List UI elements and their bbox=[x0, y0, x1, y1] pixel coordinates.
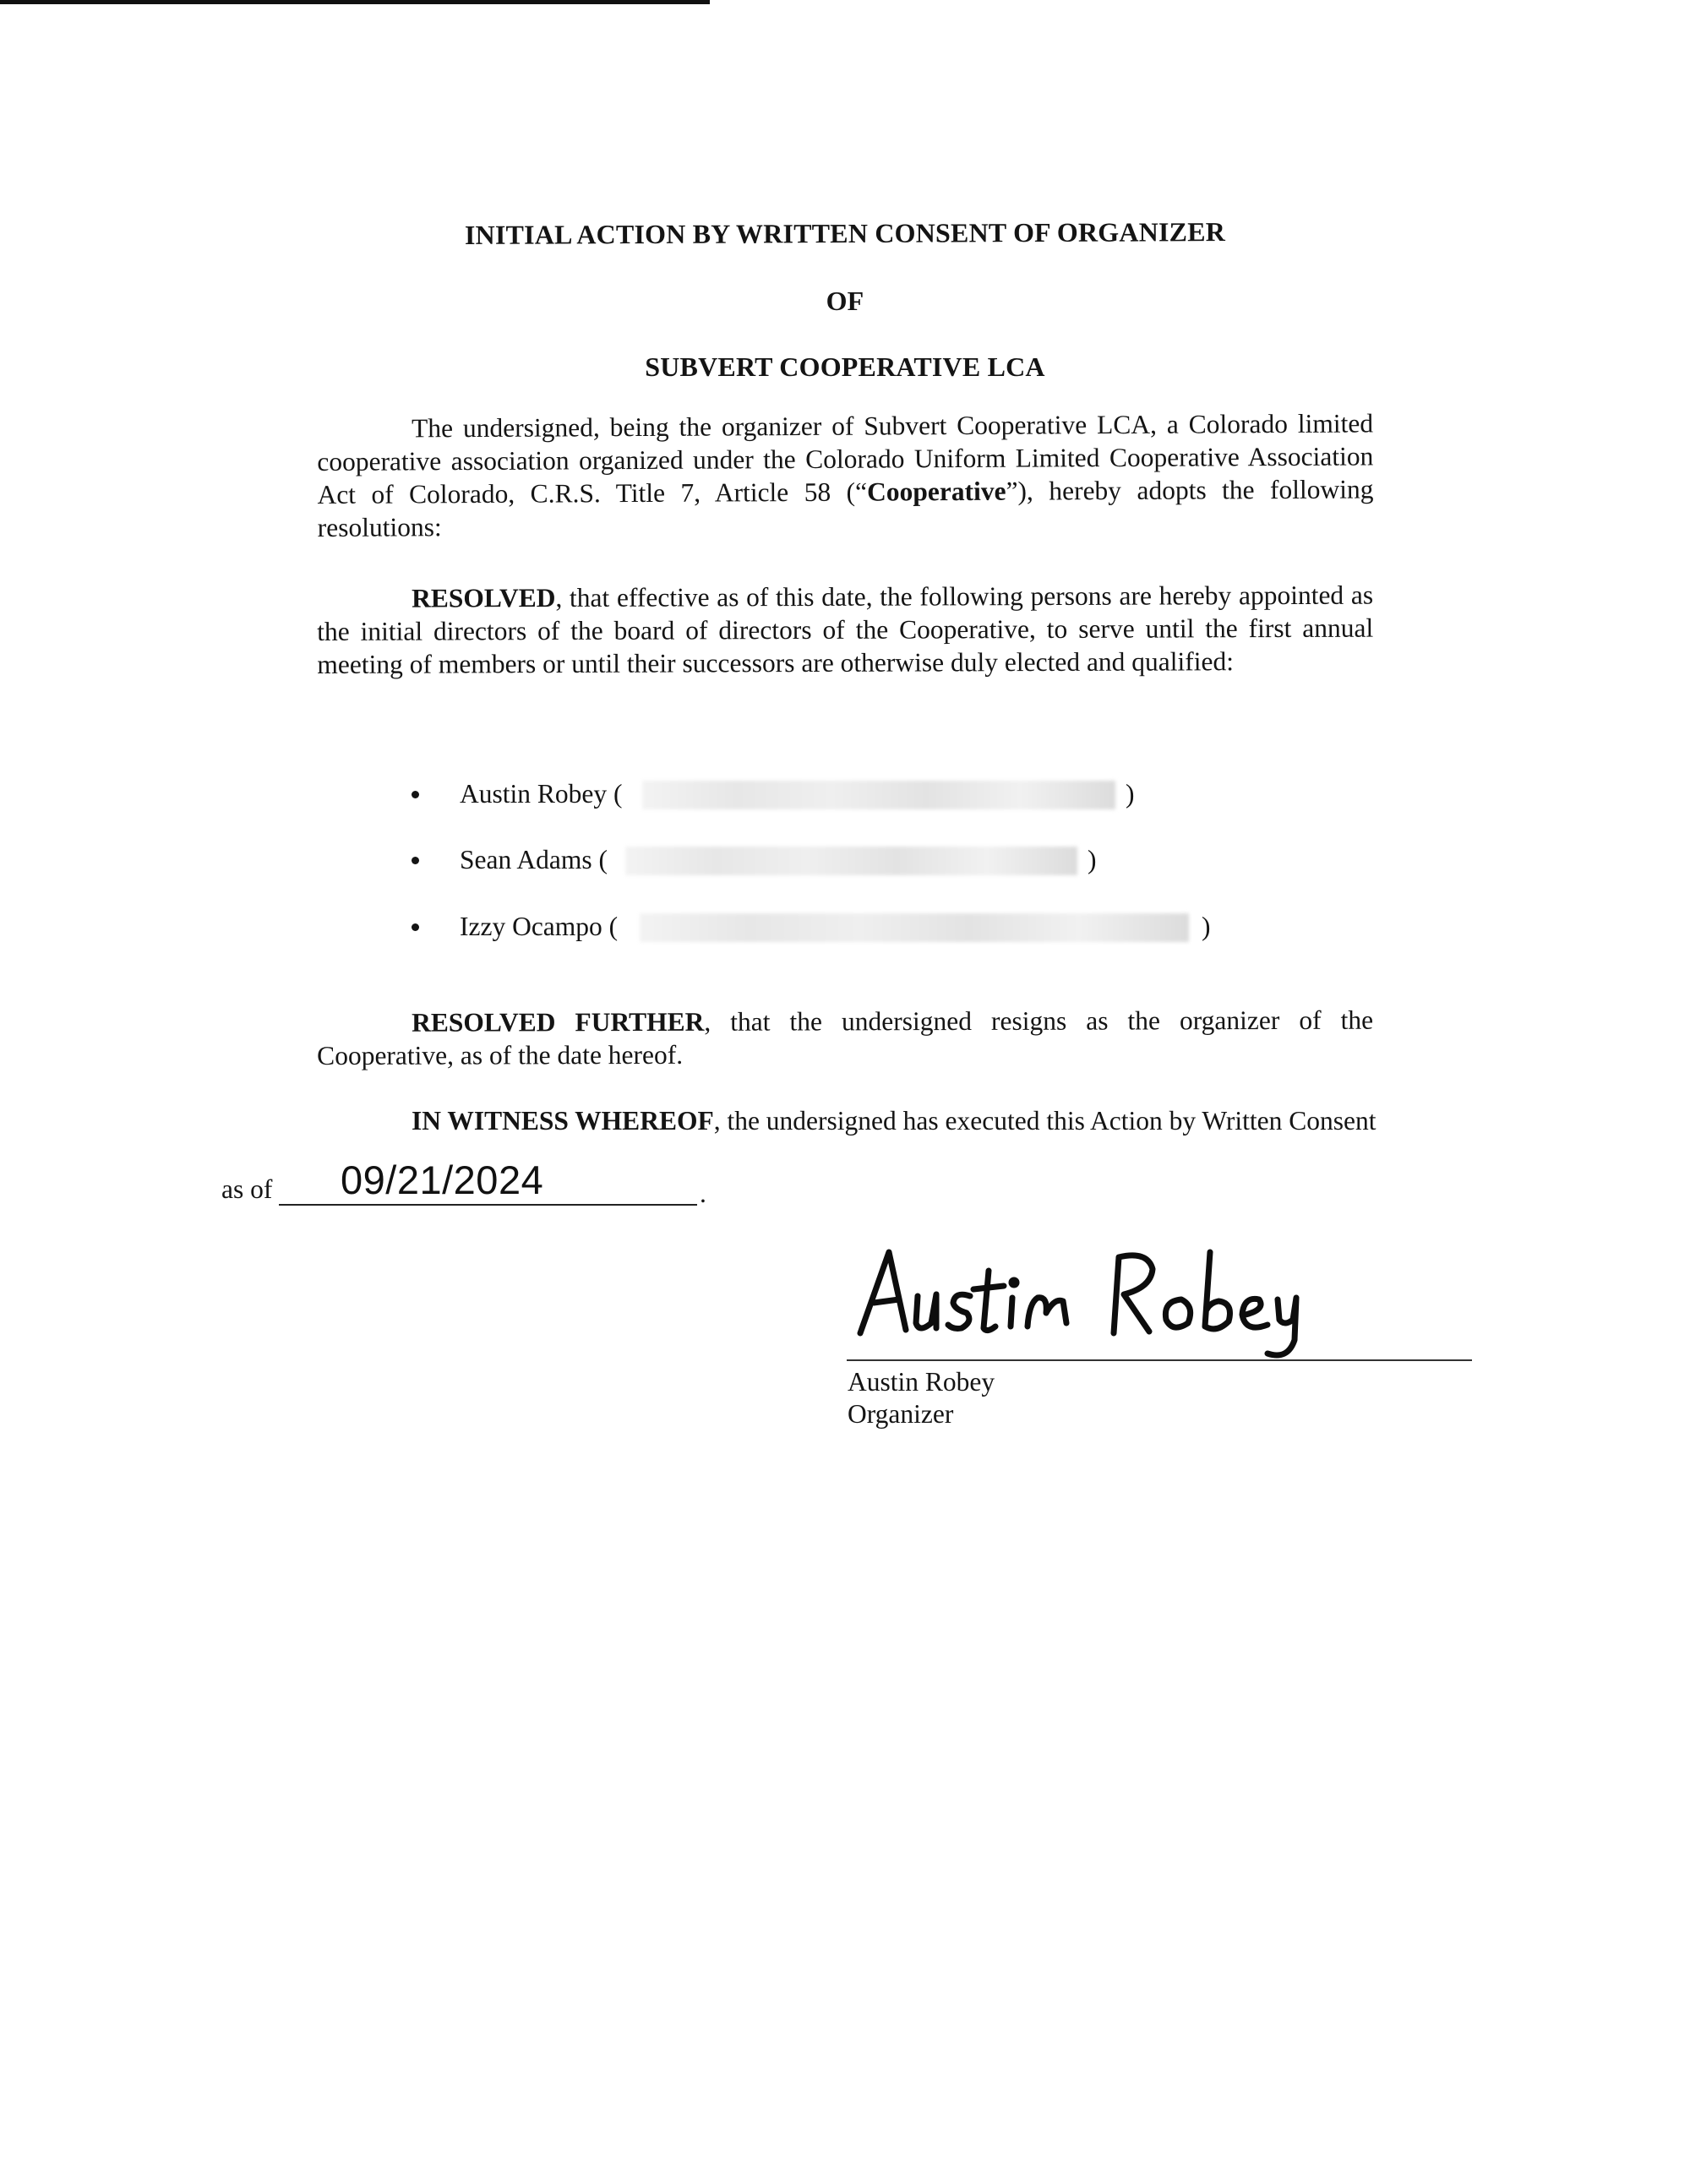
redacted-info bbox=[640, 913, 1189, 942]
director-name: Sean Adams ( bbox=[460, 845, 608, 874]
signatory-title: Organizer bbox=[848, 1399, 954, 1429]
entity-name-heading: SUBVERT COOPERATIVE LCA bbox=[645, 351, 1045, 382]
redacted-info bbox=[642, 781, 1115, 809]
intro-paragraph bbox=[317, 406, 1374, 544]
close-paren: ) bbox=[1088, 845, 1097, 874]
resolved-further-label: RESOLVED FURTHER bbox=[412, 1006, 705, 1038]
bullet-icon bbox=[412, 857, 419, 864]
as-of-label: as of bbox=[221, 1174, 273, 1204]
resolution-resignation-text: , that the undersigned resigns as the organizer of the Cooperative, as of the date hereof. bbox=[317, 1005, 1374, 1070]
bullet-icon bbox=[412, 923, 419, 931]
close-paren: ) bbox=[1202, 912, 1211, 941]
witness-text: , the undersigned has executed this Action by Written Consent bbox=[713, 1106, 1377, 1136]
signatory-name: Austin Robey bbox=[848, 1367, 995, 1397]
handwritten-signature bbox=[855, 1235, 1328, 1362]
redacted-info bbox=[625, 847, 1077, 875]
date-line bbox=[279, 1204, 697, 1206]
resolution-directors-text: , that effective as of this date, the following persons are hereby appointed as the initial directors of the board of directors of the Cooperative, to serve until the first annual meeting of members or until their successors are otherwise duly elected and qualified: bbox=[317, 580, 1374, 679]
intro-text-end: ”), hereby adopts the following resolutions: bbox=[317, 474, 1374, 542]
intro-text-start: The undersigned, being the organizer of Subvert Cooperative LCA, a Colorado limited cooperative association organized under the Colorado Uniform Limited Cooperative Association Act of Colorado, C.R.S. Title 7, Article 58 (“ bbox=[317, 408, 1374, 509]
witness-label: IN WITNESS WHEREOF bbox=[412, 1106, 714, 1136]
intro-defined-term: Cooperative bbox=[866, 476, 1006, 507]
witness-clause bbox=[317, 1104, 1500, 1137]
execution-date: 09/21/2024 bbox=[341, 1157, 544, 1202]
director-name: Izzy Ocampo ( bbox=[460, 912, 619, 941]
resolution-resignation bbox=[317, 1004, 1373, 1072]
close-paren: ) bbox=[1126, 779, 1135, 809]
date-period: . bbox=[700, 1179, 706, 1208]
document-title: INITIAL ACTION BY WRITTEN CONSENT OF ORGANIZER bbox=[464, 216, 1226, 250]
bullet-icon bbox=[412, 791, 419, 798]
director-name: Austin Robey ( bbox=[460, 779, 623, 809]
document-title-of: OF bbox=[826, 286, 864, 316]
signature-line bbox=[847, 1359, 1472, 1361]
resolution-directors bbox=[317, 579, 1373, 681]
resolved-label: RESOLVED bbox=[412, 583, 556, 613]
